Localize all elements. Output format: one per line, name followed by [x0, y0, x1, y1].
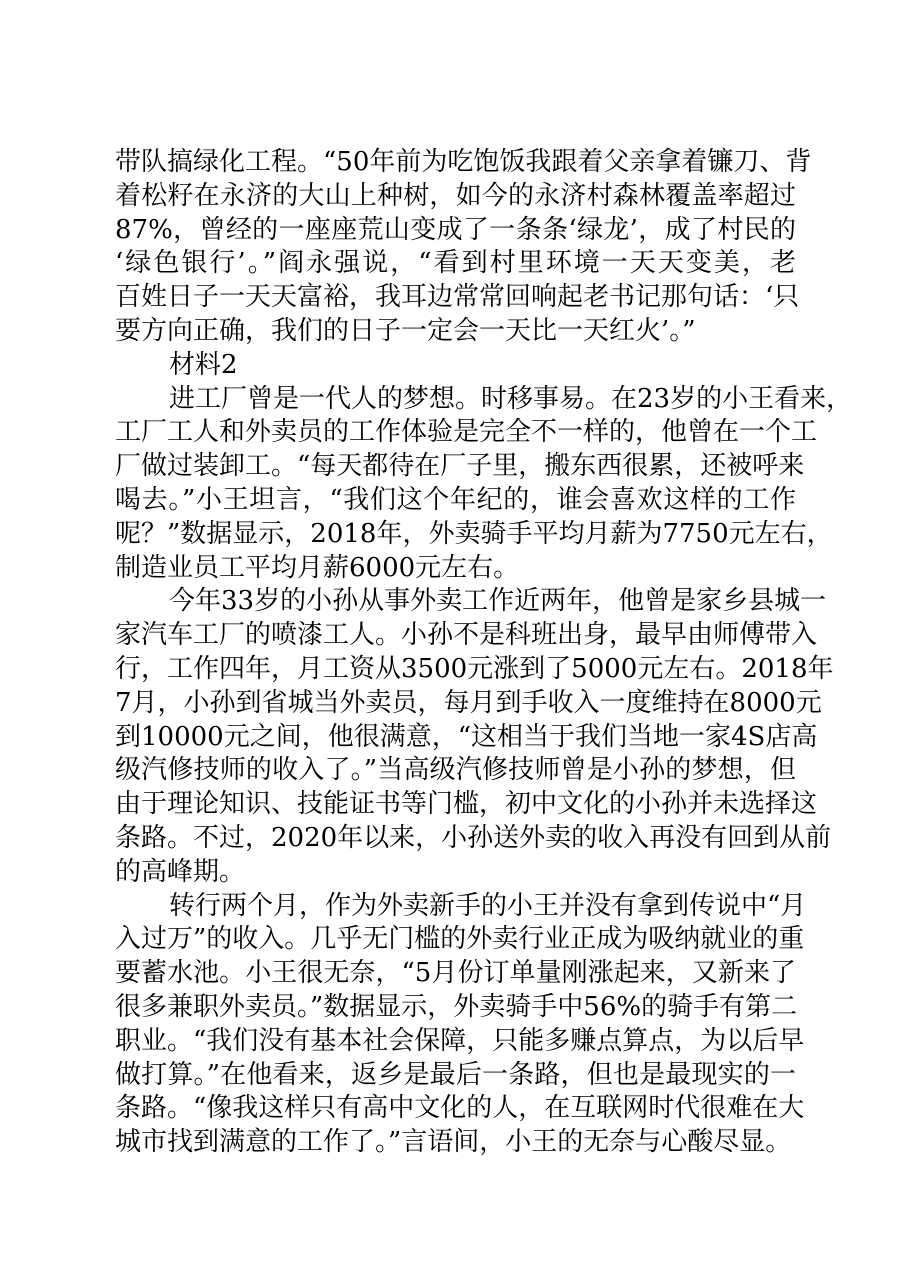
text-line: 由于理论知识、技能证书等门槛，初中文化的小孙并未选择这 [115, 789, 818, 820]
text-line: 7月，小孙到省城当外卖员，每月到手收入一度维持在8000元 [115, 687, 822, 718]
text-line: 喝去。”小王坦言，“我们这个年纪的，谁会喜欢这样的工作 [115, 484, 796, 515]
text-line: 条路。不过，2020年以来，小孙送外卖的收入再没有回到从前 [115, 822, 832, 853]
text-line: 厂做过装卸工。“每天都待在厂子里，搬东西很累，还被呼来 [115, 451, 805, 482]
text-line: 着松籽在永济的大山上种树，如今的永济村森林覆盖率超过 [115, 180, 796, 211]
text-line: 呢？”数据显示，2018年，外卖骑手平均月薪为7750元左右， [115, 518, 833, 549]
text-line: 入过万”的收入。几乎无门槛的外卖行业正成为吸纳就业的重 [115, 924, 805, 955]
text-line: 要方向正确，我们的日子一定会一天比一天红火’。” [115, 315, 696, 346]
text-line: 带队搞绿化工程。“50年前为吃饱饭我跟着父亲拿着镰刀、背 [115, 147, 812, 177]
text-line: 制造业员工平均月薪6000元左右。 [115, 552, 520, 583]
text-line: 条路。“像我这样只有高中文化的人，在互联网时代很难在大 [115, 1093, 805, 1124]
text-line: 到10000元之间，他很满意，“这相当于我们当地一家4S店高 [115, 721, 818, 752]
paragraph-4 [115, 890, 807, 1160]
text-line: 职业。“我们没有基本社会保障，只能多赚点算点，为以后早 [115, 1025, 805, 1056]
text-line: 工厂工人和外卖员的工作体验是完全不一样的，他曾在一个工 [115, 417, 818, 448]
text-line: 87%，曾经的一座座荒山变成了一条条‘绿龙’，成了村民的 [115, 214, 796, 245]
text-line: 百姓日子一天天富裕，我耳边常常回响起老书记那句话：‘只 [115, 282, 800, 313]
text-line: 行，工作四年，月工资从3500元涨到了5000元左右。2018年 [115, 653, 834, 684]
text-line: 要蓄水池。小王很无奈，“5月份订单量刚涨起来，又新来了 [115, 958, 796, 989]
text-line: 的高峰期。 [115, 856, 246, 887]
section-title: 材料2 [169, 349, 238, 380]
text-line: ‘绿色银行’。”阎永强说，“看到村里环境一天天变美，老 [115, 248, 796, 279]
text-line: 家汽车工厂的喷漆工人。小孙不是科班出身，最早由师傅带入 [115, 620, 818, 651]
text-line: 级汽修技师的收入了。”当高级汽修技师曾是小孙的梦想，但 [115, 755, 796, 786]
paragraph-3 [115, 585, 834, 889]
text-line: 做打算。”在他看来，返乡是最后一条路，但也是最现实的一 [115, 1059, 796, 1090]
paragraph-2 [115, 383, 853, 586]
document-page [115, 146, 853, 1160]
text-line: 今年33岁的小孙从事外卖工作近两年，他曾是家乡县城一 [169, 586, 827, 617]
text-line: 城市找到满意的工作了。”言语间，小王的无奈与心酸尽显。 [115, 1127, 792, 1158]
text-line: 很多兼职外卖员。”数据显示，外卖骑手中56%的骑手有第二 [115, 991, 798, 1022]
text-line: 进工厂曾是一代人的梦想。时移事易。在23岁的小王看来， [169, 383, 853, 414]
text-line: 转行两个月，作为外卖新手的小王并没有拿到传说中“月 [169, 890, 807, 921]
paragraph-1 [115, 146, 812, 349]
